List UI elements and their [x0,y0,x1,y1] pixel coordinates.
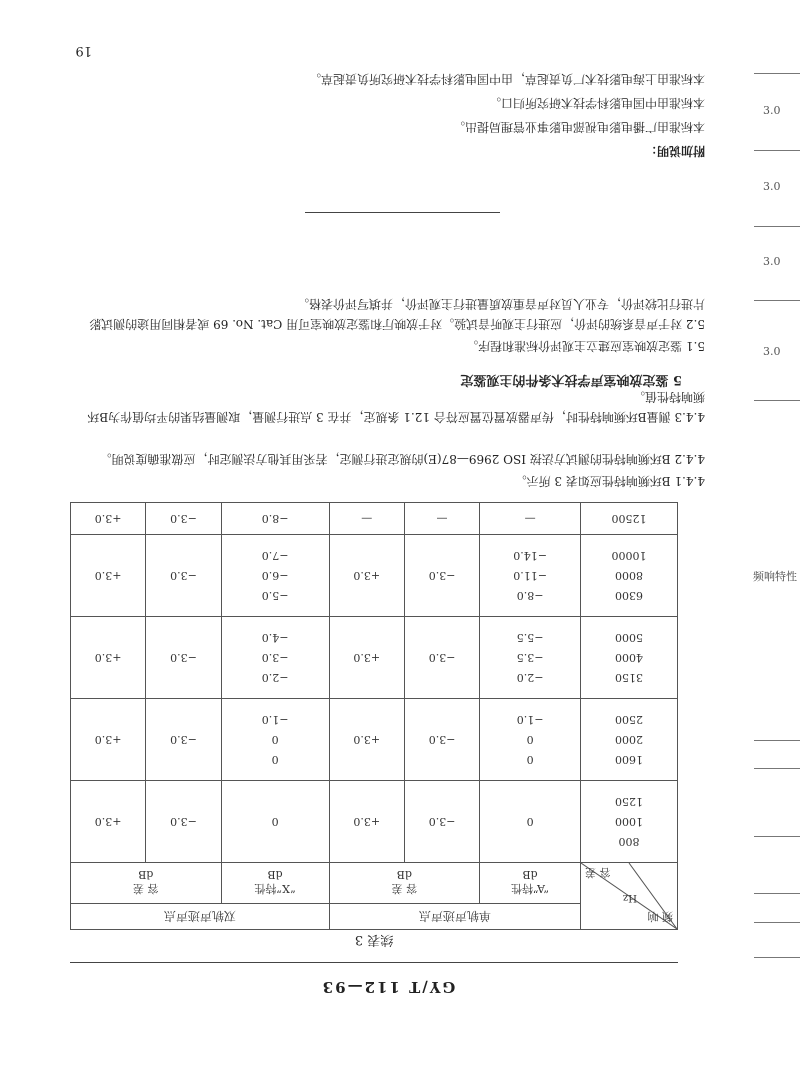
page-number: 19 [75,43,92,58]
adjacent-page-rule [754,836,800,837]
x-characteristic-cell: −8.0 [221,503,329,535]
tolerance-low-cell: −3.0 [404,617,479,699]
additional-note-line: 本标准由广播电影电视部电影事业管理局提出。 [452,120,705,134]
paragraph-4-4-2: 4.4.2 B环频响特性的测试方法按 ISO 2969—87(E)的规定进行测定，若采用其他方法测定时，应做准确度说明。 [99,452,705,466]
tolerance-high-cell: +3.0 [71,699,146,781]
freq-cell: 6300 8000 10000 [581,535,678,617]
section-5-heading: 5 鉴定放映室声学技术条件的主观鉴定 [460,372,682,387]
additional-notes-title: 附加说明： [644,144,705,158]
frequency-response-table [70,502,678,930]
freq-cell: 12500 [581,503,678,535]
corner-label-unit: Hz [623,892,637,903]
tolerance-high-cell: +3.0 [329,617,404,699]
table-caption: 续表 3 [354,932,394,947]
tolerance-high-cell: +3.0 [329,699,404,781]
paragraph-4-4-1: 4.4.1 B环频响特性应如表 3 所示。 [514,474,705,488]
tolerance-low-cell: −3.0 [146,617,221,699]
tolerance-high-cell: +3.0 [71,535,146,617]
a-characteristic-cell: −8.0 −11.0 −14.0 [480,535,581,617]
tolerance-high-cell: +3.0 [329,781,404,863]
additional-note-line: 本标准由上海电影技术厂负责起草，由中国电影科学技术研究所负责起草。 [308,72,705,86]
section-divider [305,212,500,213]
col-header-tolerance-2: 容 差 dB [71,863,222,904]
freq-cell: 800 1000 1250 [581,781,678,863]
adjacent-page-number: 3.0 [763,345,781,358]
tolerance-high-cell: +3.0 [71,781,146,863]
paragraph-4-4-3: 4.4.3 测量B环频响特性时，传声器放置位置应符合 12.1 条规定，并在 3 点进行测量，取测量结果的平均值作为B环频响特性值。 [87,390,705,424]
adjacent-page-rule [754,226,800,227]
paragraph-5-1: 5.1 鉴定放映室应建立主观评价标准和程序。 [466,339,705,353]
tolerance-high-cell: — [329,503,404,535]
adjacent-page-rule [754,400,800,401]
tolerance-low-cell: — [404,503,479,535]
adjacent-page-rule [754,893,800,894]
group2-header: 双轨声迹声点 [71,903,330,929]
adjacent-page-number: 3.0 [763,255,781,268]
a-characteristic-cell: −2.0 −3.5 −5.5 [480,617,581,699]
a-characteristic-cell: — [480,503,581,535]
x-characteristic-cell: 0 0 −1.0 [221,699,329,781]
adjacent-page-number: 3.0 [763,104,781,117]
x-characteristic-cell: −5.0 −6.0 −7.0 [221,535,329,617]
table-row [71,617,678,699]
group1-header: 单轨声迹声点 [329,903,580,929]
a-characteristic-cell: 0 0 −1.0 [480,699,581,781]
adjacent-page-rule [754,768,800,769]
paragraph-5-2: 5.2 对于声音系统的评价，应进行主观听音试验。对于放映厅和鉴定放映室可用 Cat. No. 69 或者相同用途的测试影片进行比较评价，专业人员对声音重放质量进行主观评价，并填写评价表格。 [89,297,705,331]
adjacent-page-rule [754,922,800,923]
adjacent-page-number: 3.0 [763,180,781,193]
corner-label-bottom: 容 差 [585,866,611,879]
tolerance-low-cell: −3.0 [404,535,479,617]
adjacent-page-text: 频响特性 [753,570,797,583]
table-corner-cell [581,863,678,930]
tolerance-high-cell: +3.0 [71,617,146,699]
col-header-x-characteristic: “X”特性 dB [221,863,329,904]
header-rule [70,962,678,963]
tolerance-high-cell: +3.0 [329,535,404,617]
col-header-a-characteristic: “A”特性 dB [480,863,581,904]
tolerance-high-cell: +3.0 [71,503,146,535]
corner-label-top: 频 响 [647,910,673,923]
freq-cell: 1600 2000 2500 [581,699,678,781]
x-characteristic-cell: −2.0 −3.0 −4.0 [221,617,329,699]
table-row [71,535,678,617]
adjacent-page-rule [754,300,800,301]
adjacent-page-rule [754,73,800,74]
adjacent-page-rule [754,957,800,958]
table-row [71,503,678,535]
tolerance-low-cell: −3.0 [146,781,221,863]
a-characteristic-cell: 0 [480,781,581,863]
tolerance-low-cell: −3.0 [146,699,221,781]
tolerance-low-cell: −3.0 [146,535,221,617]
additional-note-line: 本标准由中国电影科学技术研究所归口。 [488,96,705,110]
tolerance-low-cell: −3.0 [404,781,479,863]
adjacent-page-rule [754,740,800,741]
tolerance-low-cell: −3.0 [404,699,479,781]
table-row [71,699,678,781]
adjacent-page-rule [754,150,800,151]
freq-cell: 3150 4000 5000 [581,617,678,699]
tolerance-low-cell: −3.0 [146,503,221,535]
x-characteristic-cell: 0 [221,781,329,863]
page-header: GY/T 112—93 [320,978,456,996]
col-header-tolerance-1: 容 差 dB [329,863,480,904]
table-row [71,781,678,863]
